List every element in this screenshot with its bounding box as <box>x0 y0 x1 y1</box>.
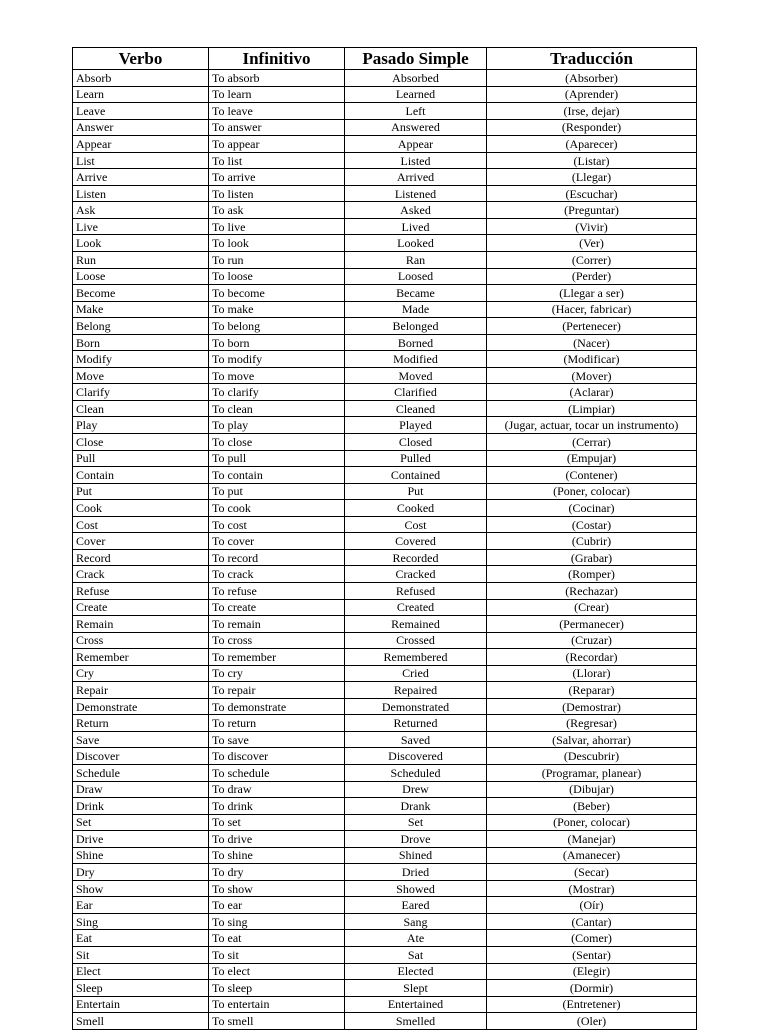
cell-pasado-simple: Crossed <box>345 632 487 649</box>
cell-pasado-simple: Drank <box>345 798 487 815</box>
cell-traduccion: (Salvar, ahorrar) <box>487 731 697 748</box>
table-row <box>73 285 697 302</box>
table-row <box>73 731 697 748</box>
table-row <box>73 136 697 153</box>
cell-traduccion: (Absorber) <box>487 70 697 87</box>
cell-verbo: Look <box>73 235 209 252</box>
cell-pasado-simple: Remained <box>345 616 487 633</box>
cell-infinitivo: To eat <box>209 930 345 947</box>
cell-traduccion: (Correr) <box>487 252 697 269</box>
cell-verbo: Record <box>73 549 209 566</box>
cell-infinitivo: To become <box>209 285 345 302</box>
cell-pasado-simple: Became <box>345 285 487 302</box>
cell-traduccion: (Costar) <box>487 516 697 533</box>
cell-verbo: Sleep <box>73 980 209 997</box>
cell-pasado-simple: Modified <box>345 351 487 368</box>
cell-infinitivo: To cross <box>209 632 345 649</box>
cell-verbo: Refuse <box>73 582 209 599</box>
table-row <box>73 450 697 467</box>
header-row <box>73 48 697 70</box>
cell-verbo: Entertain <box>73 996 209 1013</box>
cell-traduccion: (Escuchar) <box>487 185 697 202</box>
cell-infinitivo: To belong <box>209 318 345 335</box>
table-row <box>73 119 697 136</box>
cell-infinitivo: To shine <box>209 847 345 864</box>
cell-traduccion: (Entretener) <box>487 996 697 1013</box>
cell-infinitivo: To drink <box>209 798 345 815</box>
cell-verbo: Run <box>73 252 209 269</box>
table-row <box>73 334 697 351</box>
cell-pasado-simple: Loosed <box>345 268 487 285</box>
cell-infinitivo: To loose <box>209 268 345 285</box>
header-traduccion: Traducción <box>487 48 697 70</box>
table-row <box>73 169 697 186</box>
cell-pasado-simple: Sang <box>345 913 487 930</box>
cell-pasado-simple: Repaired <box>345 682 487 699</box>
cell-pasado-simple: Saved <box>345 731 487 748</box>
cell-pasado-simple: Remembered <box>345 649 487 666</box>
cell-verbo: Clean <box>73 400 209 417</box>
cell-infinitivo: To learn <box>209 86 345 103</box>
table-row <box>73 549 697 566</box>
cell-traduccion: (Cocinar) <box>487 500 697 517</box>
cell-pasado-simple: Returned <box>345 715 487 732</box>
cell-traduccion: (Poner, colocar) <box>487 483 697 500</box>
verb-table <box>72 47 697 1030</box>
table-row <box>73 86 697 103</box>
cell-traduccion: (Regresar) <box>487 715 697 732</box>
table-row <box>73 930 697 947</box>
cell-pasado-simple: Absorbed <box>345 70 487 87</box>
cell-pasado-simple: Contained <box>345 467 487 484</box>
cell-pasado-simple: Ate <box>345 930 487 947</box>
cell-verbo: Show <box>73 880 209 897</box>
cell-infinitivo: To cover <box>209 533 345 550</box>
cell-verbo: Loose <box>73 268 209 285</box>
cell-traduccion: (Irse, dejar) <box>487 103 697 120</box>
cell-infinitivo: To modify <box>209 351 345 368</box>
cell-pasado-simple: Cried <box>345 665 487 682</box>
cell-traduccion: (Cerrar) <box>487 434 697 451</box>
cell-pasado-simple: Asked <box>345 202 487 219</box>
cell-infinitivo: To born <box>209 334 345 351</box>
cell-pasado-simple: Clarified <box>345 384 487 401</box>
cell-verbo: Live <box>73 218 209 235</box>
cell-traduccion: (Demostrar) <box>487 698 697 715</box>
cell-verbo: List <box>73 152 209 169</box>
cell-verbo: Draw <box>73 781 209 798</box>
header-verbo: Verbo <box>73 48 209 70</box>
cell-infinitivo: To show <box>209 880 345 897</box>
cell-infinitivo: To smell <box>209 1013 345 1030</box>
cell-verbo: Repair <box>73 682 209 699</box>
cell-traduccion: (Descubrir) <box>487 748 697 765</box>
cell-infinitivo: To live <box>209 218 345 235</box>
cell-traduccion: (Poner, colocar) <box>487 814 697 831</box>
cell-pasado-simple: Left <box>345 103 487 120</box>
table-row <box>73 566 697 583</box>
cell-verbo: Demonstrate <box>73 698 209 715</box>
cell-verbo: Cost <box>73 516 209 533</box>
cell-traduccion: (Comer) <box>487 930 697 947</box>
cell-traduccion: (Amanecer) <box>487 847 697 864</box>
cell-verbo: Absorb <box>73 70 209 87</box>
table-row <box>73 946 697 963</box>
cell-pasado-simple: Covered <box>345 533 487 550</box>
cell-verbo: Set <box>73 814 209 831</box>
cell-pasado-simple: Closed <box>345 434 487 451</box>
cell-pasado-simple: Created <box>345 599 487 616</box>
table-row <box>73 202 697 219</box>
cell-infinitivo: To answer <box>209 119 345 136</box>
cell-verbo: Answer <box>73 119 209 136</box>
cell-traduccion: (Hacer, fabricar) <box>487 301 697 318</box>
cell-verbo: Cook <box>73 500 209 517</box>
cell-verbo: Shine <box>73 847 209 864</box>
cell-infinitivo: To drive <box>209 831 345 848</box>
cell-traduccion: (Crear) <box>487 599 697 616</box>
cell-traduccion: (Programar, planear) <box>487 764 697 781</box>
cell-traduccion: (Aprender) <box>487 86 697 103</box>
cell-pasado-simple: Recorded <box>345 549 487 566</box>
table-row <box>73 996 697 1013</box>
cell-infinitivo: To list <box>209 152 345 169</box>
cell-verbo: Sit <box>73 946 209 963</box>
cell-traduccion: (Empujar) <box>487 450 697 467</box>
cell-traduccion: (Llegar a ser) <box>487 285 697 302</box>
table-row <box>73 649 697 666</box>
cell-pasado-simple: Ran <box>345 252 487 269</box>
cell-verbo: Dry <box>73 864 209 881</box>
cell-infinitivo: To pull <box>209 450 345 467</box>
cell-traduccion: (Perder) <box>487 268 697 285</box>
cell-infinitivo: To set <box>209 814 345 831</box>
cell-traduccion: (Ver) <box>487 235 697 252</box>
cell-verbo: Schedule <box>73 764 209 781</box>
cell-infinitivo: To remember <box>209 649 345 666</box>
cell-traduccion: (Mostrar) <box>487 880 697 897</box>
table-row <box>73 698 697 715</box>
table-row <box>73 1013 697 1030</box>
table-row <box>73 400 697 417</box>
cell-traduccion: (Vivir) <box>487 218 697 235</box>
cell-traduccion: (Llegar) <box>487 169 697 186</box>
cell-traduccion: (Mover) <box>487 367 697 384</box>
cell-infinitivo: To demonstrate <box>209 698 345 715</box>
cell-infinitivo: To absorb <box>209 70 345 87</box>
cell-infinitivo: To leave <box>209 103 345 120</box>
cell-pasado-simple: Listed <box>345 152 487 169</box>
cell-infinitivo: To clean <box>209 400 345 417</box>
table-row <box>73 103 697 120</box>
cell-infinitivo: To appear <box>209 136 345 153</box>
cell-traduccion: (Cantar) <box>487 913 697 930</box>
cell-verbo: Make <box>73 301 209 318</box>
cell-pasado-simple: Demonstrated <box>345 698 487 715</box>
table-row <box>73 351 697 368</box>
table-row <box>73 384 697 401</box>
cell-verbo: Learn <box>73 86 209 103</box>
cell-verbo: Create <box>73 599 209 616</box>
cell-traduccion: (Listar) <box>487 152 697 169</box>
cell-traduccion: (Rechazar) <box>487 582 697 599</box>
cell-verbo: Contain <box>73 467 209 484</box>
table-row <box>73 880 697 897</box>
cell-pasado-simple: Put <box>345 483 487 500</box>
cell-pasado-simple: Cleaned <box>345 400 487 417</box>
table-row <box>73 632 697 649</box>
cell-traduccion: (Cruzar) <box>487 632 697 649</box>
cell-traduccion: (Cubrir) <box>487 533 697 550</box>
cell-pasado-simple: Discovered <box>345 748 487 765</box>
cell-infinitivo: To listen <box>209 185 345 202</box>
cell-verbo: Play <box>73 417 209 434</box>
cell-verbo: Move <box>73 367 209 384</box>
cell-verbo: Become <box>73 285 209 302</box>
table-row <box>73 218 697 235</box>
table-header <box>73 48 697 70</box>
cell-infinitivo: To refuse <box>209 582 345 599</box>
table-row <box>73 500 697 517</box>
cell-traduccion: (Aclarar) <box>487 384 697 401</box>
table-row <box>73 897 697 914</box>
cell-traduccion: (Pertenecer) <box>487 318 697 335</box>
cell-infinitivo: To run <box>209 252 345 269</box>
cell-pasado-simple: Cost <box>345 516 487 533</box>
cell-infinitivo: To make <box>209 301 345 318</box>
table-row <box>73 301 697 318</box>
cell-pasado-simple: Appear <box>345 136 487 153</box>
cell-traduccion: (Limpiar) <box>487 400 697 417</box>
cell-infinitivo: To arrive <box>209 169 345 186</box>
cell-verbo: Put <box>73 483 209 500</box>
cell-infinitivo: To schedule <box>209 764 345 781</box>
cell-infinitivo: To entertain <box>209 996 345 1013</box>
table-row <box>73 814 697 831</box>
table-row <box>73 185 697 202</box>
cell-infinitivo: To elect <box>209 963 345 980</box>
cell-traduccion: (Beber) <box>487 798 697 815</box>
cell-pasado-simple: Drew <box>345 781 487 798</box>
cell-traduccion: (Oír) <box>487 897 697 914</box>
table-row <box>73 616 697 633</box>
cell-infinitivo: To ask <box>209 202 345 219</box>
table-row <box>73 847 697 864</box>
table-row <box>73 831 697 848</box>
cell-verbo: Arrive <box>73 169 209 186</box>
table-row <box>73 417 697 434</box>
table-row <box>73 152 697 169</box>
cell-traduccion: (Modificar) <box>487 351 697 368</box>
cell-infinitivo: To crack <box>209 566 345 583</box>
cell-pasado-simple: Scheduled <box>345 764 487 781</box>
cell-pasado-simple: Set <box>345 814 487 831</box>
cell-pasado-simple: Entertained <box>345 996 487 1013</box>
header-pasado-simple: Pasado Simple <box>345 48 487 70</box>
cell-infinitivo: To play <box>209 417 345 434</box>
cell-pasado-simple: Borned <box>345 334 487 351</box>
cell-traduccion: (Romper) <box>487 566 697 583</box>
cell-verbo: Listen <box>73 185 209 202</box>
cell-verbo: Close <box>73 434 209 451</box>
cell-verbo: Leave <box>73 103 209 120</box>
cell-verbo: Crack <box>73 566 209 583</box>
table-row <box>73 367 697 384</box>
cell-infinitivo: To cry <box>209 665 345 682</box>
cell-verbo: Cover <box>73 533 209 550</box>
cell-traduccion: (Aparecer) <box>487 136 697 153</box>
cell-pasado-simple: Answered <box>345 119 487 136</box>
cell-verbo: Modify <box>73 351 209 368</box>
cell-traduccion: (Elegir) <box>487 963 697 980</box>
cell-infinitivo: To move <box>209 367 345 384</box>
cell-infinitivo: To sing <box>209 913 345 930</box>
cell-pasado-simple: Drove <box>345 831 487 848</box>
cell-pasado-simple: Shined <box>345 847 487 864</box>
cell-pasado-simple: Made <box>345 301 487 318</box>
header-infinitivo: Infinitivo <box>209 48 345 70</box>
cell-infinitivo: To cook <box>209 500 345 517</box>
cell-verbo: Return <box>73 715 209 732</box>
cell-pasado-simple: Dried <box>345 864 487 881</box>
table-row <box>73 798 697 815</box>
cell-traduccion: (Dibujar) <box>487 781 697 798</box>
cell-pasado-simple: Cracked <box>345 566 487 583</box>
cell-verbo: Ask <box>73 202 209 219</box>
table-row <box>73 764 697 781</box>
cell-infinitivo: To look <box>209 235 345 252</box>
cell-infinitivo: To put <box>209 483 345 500</box>
table-row <box>73 268 697 285</box>
cell-verbo: Discover <box>73 748 209 765</box>
cell-infinitivo: To contain <box>209 467 345 484</box>
cell-traduccion: (Preguntar) <box>487 202 697 219</box>
cell-pasado-simple: Eared <box>345 897 487 914</box>
cell-infinitivo: To cost <box>209 516 345 533</box>
table-row <box>73 913 697 930</box>
cell-infinitivo: To discover <box>209 748 345 765</box>
cell-traduccion: (Jugar, actuar, tocar un instrumento) <box>487 417 697 434</box>
cell-pasado-simple: Moved <box>345 367 487 384</box>
table-row <box>73 318 697 335</box>
cell-verbo: Elect <box>73 963 209 980</box>
cell-traduccion: (Oler) <box>487 1013 697 1030</box>
cell-infinitivo: To ear <box>209 897 345 914</box>
cell-pasado-simple: Learned <box>345 86 487 103</box>
cell-pasado-simple: Lived <box>345 218 487 235</box>
cell-traduccion: (Responder) <box>487 119 697 136</box>
table-row <box>73 434 697 451</box>
cell-infinitivo: To remain <box>209 616 345 633</box>
table-row <box>73 599 697 616</box>
cell-traduccion: (Reparar) <box>487 682 697 699</box>
table-row <box>73 252 697 269</box>
table-row <box>73 665 697 682</box>
table-row <box>73 682 697 699</box>
cell-traduccion: (Grabar) <box>487 549 697 566</box>
table-row <box>73 235 697 252</box>
cell-pasado-simple: Arrived <box>345 169 487 186</box>
cell-pasado-simple: Slept <box>345 980 487 997</box>
cell-verbo: Sing <box>73 913 209 930</box>
cell-infinitivo: To draw <box>209 781 345 798</box>
cell-traduccion: (Dormir) <box>487 980 697 997</box>
table-row <box>73 483 697 500</box>
cell-pasado-simple: Cooked <box>345 500 487 517</box>
table-row <box>73 864 697 881</box>
table-row <box>73 781 697 798</box>
cell-verbo: Smell <box>73 1013 209 1030</box>
cell-traduccion: (Secar) <box>487 864 697 881</box>
cell-verbo: Clarify <box>73 384 209 401</box>
table-row <box>73 980 697 997</box>
cell-infinitivo: To sleep <box>209 980 345 997</box>
cell-verbo: Born <box>73 334 209 351</box>
cell-infinitivo: To repair <box>209 682 345 699</box>
cell-verbo: Cross <box>73 632 209 649</box>
cell-verbo: Pull <box>73 450 209 467</box>
table-row <box>73 70 697 87</box>
cell-infinitivo: To clarify <box>209 384 345 401</box>
cell-traduccion: (Nacer) <box>487 334 697 351</box>
cell-traduccion: (Manejar) <box>487 831 697 848</box>
cell-pasado-simple: Looked <box>345 235 487 252</box>
table-row <box>73 533 697 550</box>
cell-traduccion: (Sentar) <box>487 946 697 963</box>
cell-infinitivo: To dry <box>209 864 345 881</box>
cell-infinitivo: To record <box>209 549 345 566</box>
table-row <box>73 963 697 980</box>
cell-traduccion: (Recordar) <box>487 649 697 666</box>
cell-infinitivo: To create <box>209 599 345 616</box>
table-row <box>73 748 697 765</box>
cell-verbo: Belong <box>73 318 209 335</box>
cell-verbo: Eat <box>73 930 209 947</box>
cell-infinitivo: To sit <box>209 946 345 963</box>
cell-infinitivo: To save <box>209 731 345 748</box>
cell-pasado-simple: Refused <box>345 582 487 599</box>
cell-infinitivo: To return <box>209 715 345 732</box>
cell-infinitivo: To close <box>209 434 345 451</box>
cell-pasado-simple: Showed <box>345 880 487 897</box>
cell-pasado-simple: Listened <box>345 185 487 202</box>
cell-verbo: Drive <box>73 831 209 848</box>
cell-traduccion: (Llorar) <box>487 665 697 682</box>
cell-traduccion: (Contener) <box>487 467 697 484</box>
cell-pasado-simple: Elected <box>345 963 487 980</box>
cell-verbo: Drink <box>73 798 209 815</box>
cell-verbo: Appear <box>73 136 209 153</box>
cell-traduccion: (Permanecer) <box>487 616 697 633</box>
cell-pasado-simple: Pulled <box>345 450 487 467</box>
cell-pasado-simple: Smelled <box>345 1013 487 1030</box>
table-row <box>73 467 697 484</box>
cell-verbo: Cry <box>73 665 209 682</box>
table-row <box>73 582 697 599</box>
cell-verbo: Save <box>73 731 209 748</box>
cell-pasado-simple: Belonged <box>345 318 487 335</box>
cell-verbo: Remain <box>73 616 209 633</box>
table-row <box>73 516 697 533</box>
cell-pasado-simple: Played <box>345 417 487 434</box>
table-body <box>73 70 697 1030</box>
cell-verbo: Remember <box>73 649 209 666</box>
cell-verbo: Ear <box>73 897 209 914</box>
cell-pasado-simple: Sat <box>345 946 487 963</box>
table-row <box>73 715 697 732</box>
